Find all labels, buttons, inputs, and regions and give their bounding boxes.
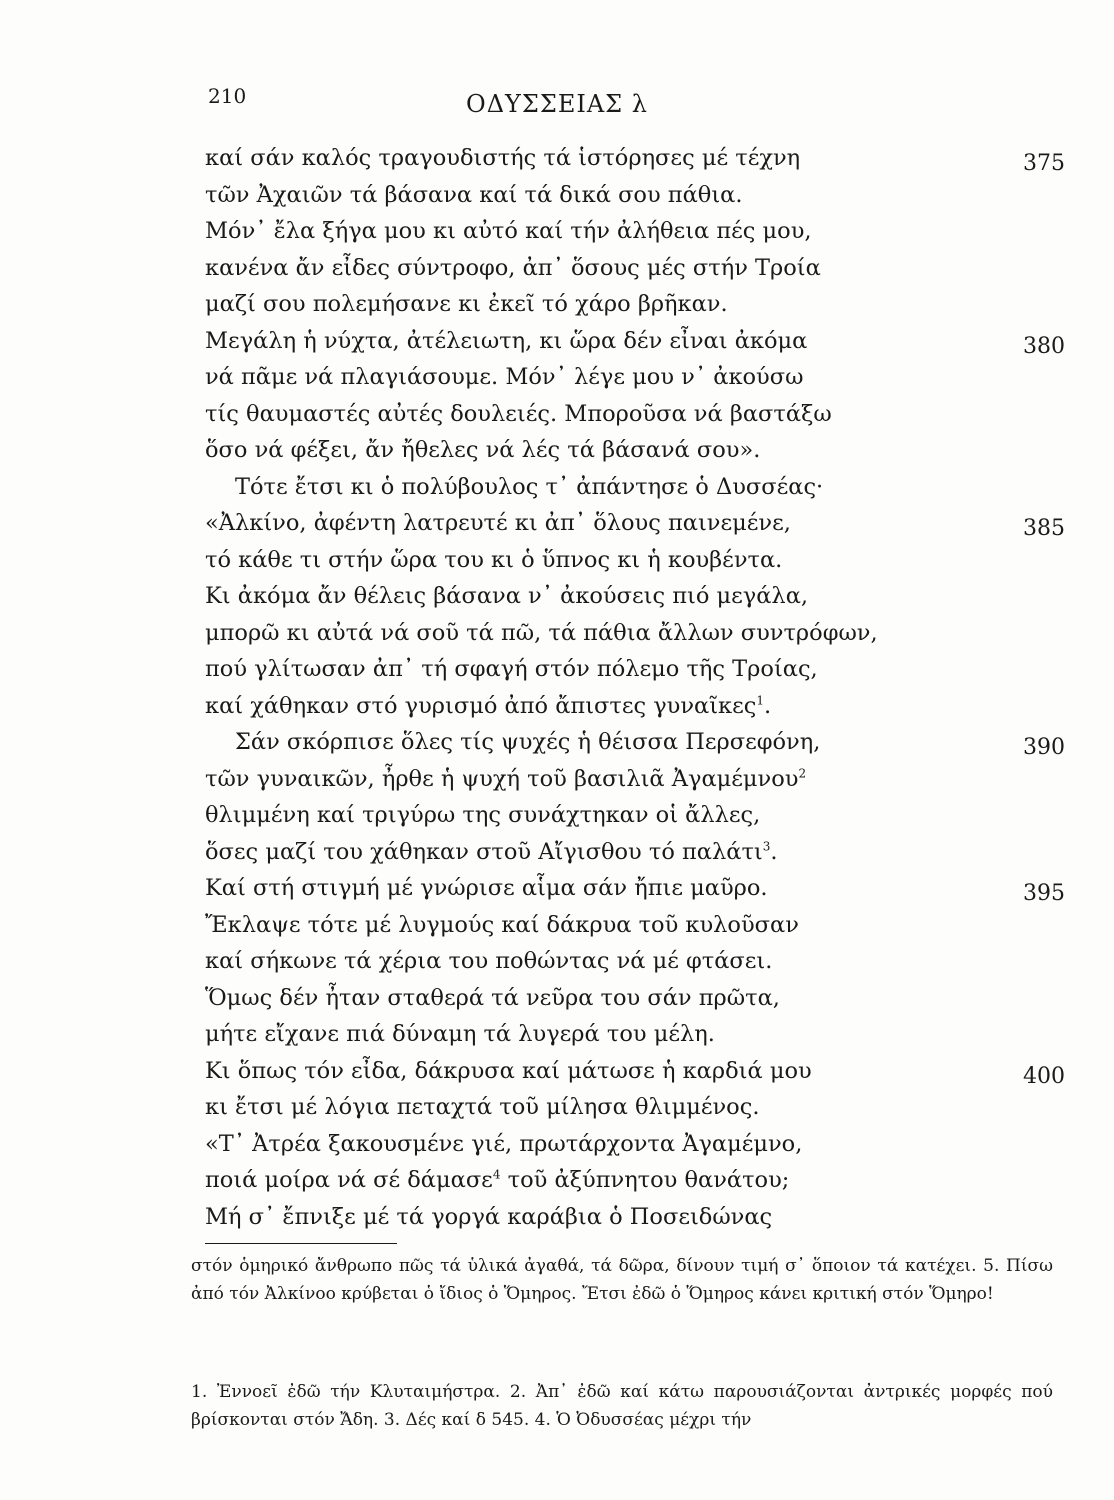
footnote-rule bbox=[205, 1243, 397, 1244]
line-number: 380 bbox=[1023, 333, 1065, 359]
verse-text bbox=[205, 291, 728, 317]
verse-line bbox=[205, 1089, 1065, 1126]
verse-line bbox=[205, 578, 1065, 615]
verse-text bbox=[205, 802, 760, 828]
footnote-notes: 1. Ἐννοεῖ ἐδῶ τήν Κλυταιμήστρα. 2. Ἀπ᾽ ἐδῶ καί κάτω παρουσιάζονται ἀντρικές μορφές πού βρίσκονται στόν Ἄδη. 3. Δές καί δ 545. 4. Ὁ Ὀδυσσέας μέχρι τήν bbox=[191, 1382, 1053, 1430]
verse-text bbox=[205, 620, 878, 646]
verse-text-main: τῶν γυναικῶν, ἦρθε ἡ ψυχή τοῦ βασιλιᾶ Ἀγαμέμνου bbox=[205, 765, 799, 792]
verse-text-main: Τότε ἔτσι κι ὁ πολύβουλος τ᾽ ἀπάντησε ὁ Δυσσέας· bbox=[235, 473, 824, 500]
verse-line bbox=[205, 688, 1065, 725]
verse-line bbox=[205, 834, 1065, 871]
verse-text bbox=[205, 875, 768, 901]
verse-text-main: κι ἔτσι μέ λόγια πεταχτά τοῦ μίλησα θλιμμένος. bbox=[205, 1094, 760, 1120]
verse-text bbox=[205, 1094, 759, 1120]
verse-text bbox=[205, 1021, 715, 1047]
verse-line bbox=[205, 396, 1065, 433]
verse-line bbox=[205, 615, 1065, 652]
verse-line bbox=[205, 797, 1065, 834]
verse-text bbox=[205, 656, 818, 682]
verse-text-main: καί σάν καλός τραγουδιστής τά ἱστόρησες μέ τέχνη bbox=[205, 145, 801, 171]
verse-line bbox=[205, 980, 1065, 1017]
verse-text-tail: . bbox=[764, 692, 772, 719]
verse-text bbox=[205, 1167, 789, 1193]
verse-text-tail: τοῦ ἀξύπνητου θανάτου; bbox=[500, 1167, 790, 1193]
verse-text-main: Ὅμως δέν ἦταν σταθερά τά νεῦρα του σάν πρῶτα, bbox=[205, 984, 780, 1011]
verse-line bbox=[205, 943, 1065, 980]
verse-text bbox=[205, 364, 803, 390]
verse-text bbox=[205, 255, 821, 281]
footnote-marker: 1 bbox=[756, 693, 765, 707]
footnote-marker: 4 bbox=[492, 1167, 501, 1182]
verse-text-tail: . bbox=[770, 838, 778, 865]
page-number: 210 bbox=[208, 84, 247, 108]
verse-text-main: Μόν᾽ ἔλα ξήγα μου κι αὐτό καί τήν ἀλήθεια πές μου, bbox=[205, 218, 812, 244]
verse-text bbox=[205, 474, 823, 500]
verse-text-main: «Τ᾽ Ἀτρέα ξακουσμένε γιέ, πρωτάρχοντα Ἀγαμέμνο, bbox=[205, 1130, 803, 1157]
verse-text bbox=[205, 985, 780, 1011]
line-number: 385 bbox=[1023, 516, 1065, 541]
verse-text-main: τό κάθε τι στήν ὥρα του κι ὁ ὕπνος κι ἡ κουβέντα. bbox=[205, 546, 783, 573]
verse-text-main: ὅσες μαζί του χάθηκαν στοῦ Αἴγισθου τό παλάτι bbox=[205, 838, 763, 865]
verse-text bbox=[205, 1058, 812, 1084]
verse-line bbox=[205, 505, 1065, 542]
verse-text bbox=[205, 182, 743, 208]
footnote-marker: 3 bbox=[762, 839, 771, 853]
verse-text bbox=[205, 218, 812, 244]
line-number: 390 bbox=[1023, 735, 1065, 760]
verse-text-main: μπορῶ κι αὐτά νά σοῦ τά πῶ, τά πάθια ἄλλων συντρόφων, bbox=[205, 619, 878, 646]
verse-text bbox=[205, 437, 760, 463]
verse-line bbox=[205, 1053, 1065, 1090]
verse-text bbox=[205, 912, 799, 938]
verse-line bbox=[205, 250, 1065, 287]
verse-text bbox=[205, 693, 771, 719]
footnote-continued: στόν ὁμηρικό ἄνθρωπο πῶς τά ὑλικά ἀγαθά, τά δῶρα, δίνουν τιμή σ᾽ ὅποιον τά κατέχει. 5. Πίσω ἀπό τόν Ἀλκίνοο κρύβεται ὁ ἴδιος ὁ Ὅμηρος. Ἔτσι ἐδῶ ὁ Ὅμηρος κάνει κριτική στόν Ὅμηρο! bbox=[191, 1256, 1053, 1304]
verse-text bbox=[205, 547, 782, 573]
verse-text-main: Ἔκλαψε τότε μέ λυγμούς καί δάκρυα τοῦ κυλοῦσαν bbox=[205, 911, 799, 938]
verse-line bbox=[205, 359, 1065, 396]
verse-text-main: νά πᾶμε νά πλαγιάσουμε. Μόν᾽ λέγε μου ν᾽ ἀκούσω bbox=[205, 364, 804, 390]
verse-line bbox=[205, 1126, 1065, 1163]
verse-line bbox=[205, 724, 1065, 761]
verse-text-main: θλιμμένη καί τριγύρω της συνάχτηκαν οἱ ἄλλες, bbox=[205, 802, 761, 828]
verse-text bbox=[205, 766, 806, 792]
verse-line bbox=[205, 651, 1065, 688]
verse-text-main: Σάν σκόρπισε ὅλες τίς ψυχές ἡ θέισσα Περσεφόνη, bbox=[235, 729, 821, 755]
verse-line bbox=[205, 870, 1065, 907]
verse-text-main: τῶν Ἀχαιῶν τά βάσανα καί τά δικά σου πάθια. bbox=[205, 181, 743, 208]
verse-text-main: κανένα ἄν εἶδες σύντροφο, ἀπ᾽ ὅσους μές στήν Τροία bbox=[205, 254, 821, 281]
verse-text-main: Μή σ᾽ ἔπνιξε μέ τά γοργά καράβια ὁ Ποσειδώνας bbox=[205, 1203, 773, 1230]
line-number: 395 bbox=[1023, 881, 1065, 906]
line-number: 375 bbox=[1023, 151, 1065, 176]
verse-text-main: τίς θαυμαστές αὐτές δουλειές. Μποροῦσα νά βαστάξω bbox=[205, 400, 832, 427]
footnote-marker: 2 bbox=[798, 766, 807, 780]
verse-text-main: Μεγάλη ἡ νύχτα, ἀτέλειωτη, κι ὥρα δέν εἶναι ἀκόμα bbox=[205, 327, 808, 354]
verse-line bbox=[205, 1199, 1065, 1236]
verse-text bbox=[205, 328, 807, 354]
verse-text-main: Κι ὅπως τόν εἶδα, δάκρυσα καί μάτωσε ἡ καρδιά μου bbox=[205, 1057, 812, 1084]
verse-line bbox=[205, 761, 1065, 798]
verse-line bbox=[205, 469, 1065, 506]
verse-text-main: «Ἀλκίνο, ἀφέντη λατρευτέ κι ἀπ᾽ ὅλους παινεμένε, bbox=[205, 510, 791, 536]
verse-text-main: ποιά μοίρα νά σέ δάμασε bbox=[205, 1167, 493, 1193]
verse-line bbox=[205, 323, 1065, 360]
verse-text bbox=[205, 583, 808, 609]
verse-text-main: καί χάθηκαν στό γυρισμό ἀπό ἄπιστες γυναῖκες bbox=[205, 692, 757, 719]
verse-text-main: Κι ἀκόμα ἄν θέλεις βάσανα ν᾽ ἀκούσεις πιό μεγάλα, bbox=[205, 583, 809, 609]
verse-line bbox=[205, 177, 1065, 214]
verse-text bbox=[205, 729, 820, 755]
verse-line bbox=[205, 140, 1065, 177]
verse-text bbox=[205, 401, 832, 427]
verse-text-main: ὅσο νά φέξει, ἄν ἤθελες νά λές τά βάσανά σου». bbox=[205, 437, 761, 463]
verse-text bbox=[205, 948, 772, 974]
verse-block bbox=[205, 140, 1065, 1235]
verse-text-main: μήτε εἴχανε πιά δύναμη τά λυγερά του μέλη. bbox=[205, 1021, 715, 1047]
running-head: ΟΔΥΣΣΕΙΑΣ λ bbox=[466, 90, 648, 118]
verse-text-main: Καί στή στιγμή μέ γνώρισε αἷμα σάν ἤπιε μαῦρο. bbox=[205, 875, 768, 901]
verse-text bbox=[205, 1131, 802, 1157]
verse-text-main: καί σήκωνε τά χέρια του ποθώντας νά μέ φτάσει. bbox=[205, 948, 773, 974]
verse-line bbox=[205, 286, 1065, 323]
line-number: 400 bbox=[1023, 1063, 1065, 1089]
verse-line bbox=[205, 432, 1065, 469]
verse-line bbox=[205, 213, 1065, 250]
verse-text bbox=[205, 839, 778, 865]
verse-line bbox=[205, 542, 1065, 579]
verse-text bbox=[205, 510, 791, 536]
verse-line bbox=[205, 1162, 1065, 1199]
verse-line bbox=[205, 907, 1065, 944]
verse-line bbox=[205, 1016, 1065, 1053]
verse-text-main: μαζί σου πολεμήσανε κι ἐκεῖ τό χάρο βρῆκαν. bbox=[205, 291, 728, 317]
verse-text bbox=[205, 145, 800, 171]
verse-text bbox=[205, 1204, 772, 1230]
verse-text-main: πού γλίτωσαν ἀπ᾽ τή σφαγή στόν πόλεμο τῆς Τροίας, bbox=[205, 656, 818, 682]
